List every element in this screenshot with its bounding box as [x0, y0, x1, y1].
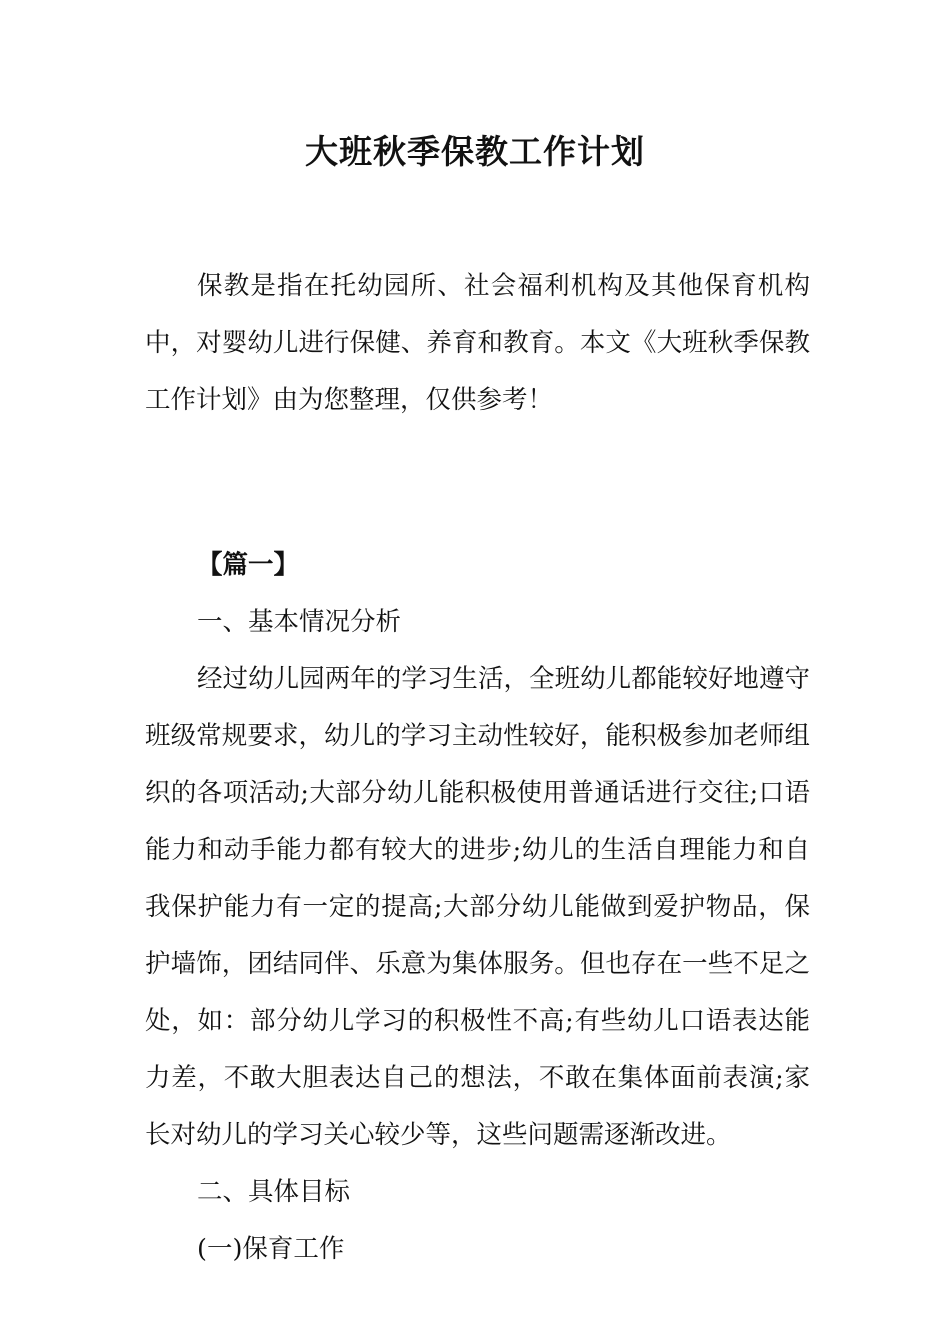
section-tag: 【篇一】 [197, 550, 300, 580]
intro-paragraph: 保教是指在托幼园所、社会福利机构及其他保育机构中，对婴幼儿进行保健、养育和教育。本文《大班秋季保教工作计划》由为您整理，仅供参考！ [145, 271, 810, 415]
spacer [145, 429, 810, 537]
section-heading-basic-analysis: 一、基本情况分析 [197, 607, 402, 637]
document-title: 大班秋季保教工作计划 [305, 132, 645, 171]
section-heading-specific-goals: 二、具体目标 [197, 1177, 351, 1207]
document-body [145, 258, 810, 1278]
analysis-paragraph: 经过幼儿园两年的学习生活，全班幼儿都能较好地遵守班级常规要求，幼儿的学习主动性较好，能积极参加老师组织的各项活动;大部分幼儿能积极使用普通话进行交往;口语能力和动手能力都有较大的进步;幼儿的生活自理能力和自我保护能力有一定的提高;大部分幼儿能做到爱护物品，保护墙饰，团结同伴、乐意为集体服务。但也存在一些不足之处，如：部分幼儿学习的积极性不高;有些幼儿口语表达能力差，不敢大胆表达自己的想法，不敢在集体面前表演;家长对幼儿的学习关心较少等，这些问题需逐渐改进。 [145, 664, 810, 1150]
subheading-care-work: (一)保育工作 [197, 1234, 345, 1264]
